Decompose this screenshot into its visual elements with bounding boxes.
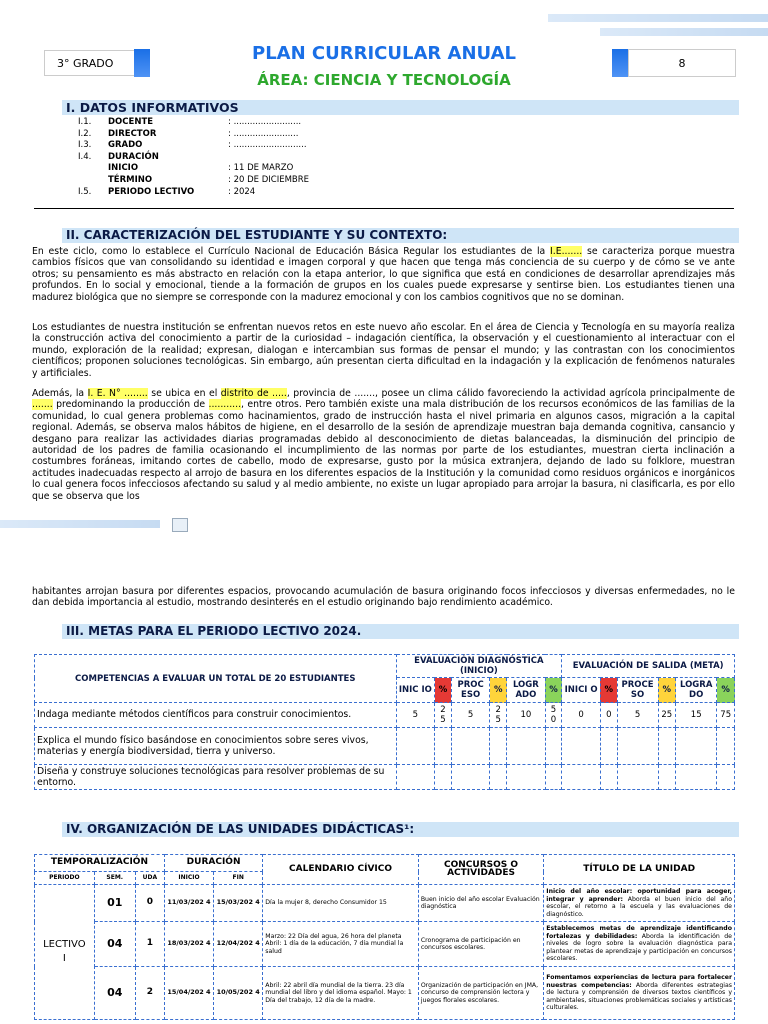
- metas-value: [545, 765, 562, 790]
- metas-value: [490, 765, 507, 790]
- datos-value: : 2024: [228, 186, 256, 197]
- unidad-concursos: Buen inicio del año escolar Evaluación diagnóstica: [418, 885, 543, 922]
- metas-table: [34, 654, 735, 790]
- datos-key: GRADO: [108, 140, 143, 151]
- metas-value: [617, 728, 658, 765]
- unidad-uda: 0: [135, 885, 164, 922]
- section-heading-metas: III. METAS PARA EL PERIODO LECTIVO 2024.: [62, 624, 739, 639]
- datos-value: : ...........................: [228, 140, 307, 151]
- metas-value: [717, 765, 735, 790]
- text: , entre otros. Pero también existe una mala distribución de los recursos económicos de las familias de la comunidad, lo cual genera problemas como hacinamientos, grado de instrucción hasta el nivel primaria en algunos casos, migración a la capital regional. Además, se observa malos hábitos de higiene, en el desarrollo de la sesión de aprendizaje muestran baja demanda cognitiva, cansancio y desgano para realizar las actividades diarias programadas debido al desconocimiento de dietas balanceadas, la disminución del principio de autoridad de los padres de familia ocasionando el incumplimiento de las normas por parte de los estudiantes, muestran cierta inclinación a costumbres foráneas, imitando cortes de cabello, modo de expresarse, gusto por la música extranjera, dejando de lado su folklore, muestran actitudes inadecuadas respecto al arrojo de basura en los diferentes espacios de la Institución y la comunidad como residuos orgánicos e inorgánicos lo cual genera focos infecciosos afectando su salud y al medio ambiente, no existe un lugar apropiado para arrojar la basura, ni clasificarla, es por ello que se observa que los: [32, 399, 736, 502]
- datos-row: [78, 152, 428, 163]
- competencia-cell: Diseña y construye soluciones tecnológicas para resolver problemas de su entorno.: [35, 765, 397, 790]
- highlight: ...........: [208, 399, 242, 411]
- datos-number: I.1.: [78, 117, 92, 127]
- unidad-fin: 12/04/202 4: [214, 922, 263, 967]
- unidad-inicio: 11/03/202 4: [164, 885, 213, 922]
- col-salida: EVALUACIÓN DE SALIDA (META): [562, 655, 735, 678]
- metas-value: [676, 728, 717, 765]
- datos-row: [78, 140, 428, 151]
- datos-key: TÉRMINO: [108, 175, 153, 185]
- unidad-titulo-text: Aborda el buen inicio del año escolar, el retorno a la escuela y las evaluaciones de diagnóstico.: [546, 895, 732, 918]
- divider: [34, 208, 734, 209]
- section-heading-unidades: IV. ORGANIZACIÓN DE LAS UNIDADES DIDÁCTICAS¹:: [62, 822, 739, 837]
- datos-number: I.4.: [78, 151, 92, 162]
- unidad-calendario: Abril: 22 abril día mundial de la tierra. 23 día mundial del libro y del idioma español. Mayo: 1 Día del trabajo, 12 día de la madre.: [263, 967, 419, 1020]
- metas-value: 75: [717, 703, 735, 728]
- competencia-cell: Explica el mundo físico basándose en conocimientos sobre seres vivos, materias y energía biodiversidad, tierra y universo.: [35, 728, 397, 765]
- metas-subheader: INIC IO: [396, 678, 435, 703]
- competencia-cell: Indaga mediante métodos científicos para construir conocimientos.: [35, 703, 397, 728]
- metas-subheader: %: [600, 678, 617, 703]
- unidades-table: [34, 854, 735, 1020]
- metas-value: [658, 728, 675, 765]
- text: predominando la producción de: [52, 399, 209, 411]
- page-break-icon: [172, 518, 188, 532]
- highlight: distrito de .....: [220, 388, 287, 399]
- table-row: [35, 765, 735, 790]
- metas-subheader: %: [435, 678, 452, 703]
- unidad-fin: 10/05/202 4: [214, 967, 263, 1020]
- datos-row: [78, 187, 428, 198]
- datos-key: PERIODO LECTIVO: [108, 186, 195, 197]
- col-concursos: CONCURSOS O ACTIVIDADES: [418, 855, 543, 885]
- unidad-concursos: Cronograma de participación en concursos escolares.: [418, 922, 543, 967]
- page-title: PLAN CURRICULAR ANUAL: [252, 43, 516, 64]
- metas-value: [600, 765, 617, 790]
- unidad-sem: 04: [94, 967, 135, 1020]
- unidad-titulo: [544, 922, 735, 967]
- metas-value: [435, 728, 452, 765]
- paragraph: Los estudiantes de nuestra institución se enfrentan nuevos retos en este nuevo año escolar. En el área de Ciencia y Tecnología en su mayoría realiza la construcción activa del conocimiento a partir de la curiosidad – indagación científica, la observación y el cuestionamiento al interactuar con el mundo, exploración de la realidad; expresan, dialogan e intercambian sus formas de pensar el mundo; y las contrastan con los conocimientos científicos; proponen soluciones tecnológicas. Sin embargo, aún presentan cierta dificultad en la indagación y la explicación de fenómenos naturales y artificiales.: [32, 322, 735, 379]
- col-temporalizacion: TEMPORALIZACIÓN: [35, 855, 165, 872]
- unidad-titulo: [544, 885, 735, 922]
- datos-number: I.2.: [78, 128, 92, 139]
- metas-value: 5: [396, 703, 435, 728]
- metas-subheader: %: [717, 678, 735, 703]
- metas-value: [617, 765, 658, 790]
- col-diagnostica: EVALUACIÓN DIAGNÓSTICA (INICIO): [396, 655, 562, 678]
- text: En este ciclo, como lo establece el Currículo Nacional de Educación Básica Regular los estudiantes de la: [32, 246, 550, 257]
- datos-value: : 11 DE MARZO: [228, 163, 294, 174]
- unidad-inicio: 15/04/202 4: [164, 967, 213, 1020]
- periodo-cell: LECTIVO I: [35, 885, 95, 1020]
- col-calendario: CALENDARIO CÍVICO: [263, 855, 419, 885]
- text: se ubica en el: [147, 388, 221, 399]
- metas-value: [507, 728, 546, 765]
- metas-value: [451, 728, 490, 765]
- metas-value: [451, 765, 490, 790]
- table-row: [35, 885, 735, 922]
- datos-key: DOCENTE: [108, 117, 154, 127]
- datos-row: [78, 163, 428, 174]
- unidad-concursos: Organización de participación en JMA, concurso de comprensión lectora y juegos florales escolares.: [418, 967, 543, 1020]
- text: Además, la: [32, 388, 88, 399]
- decor-bar: [548, 14, 768, 22]
- datos-number: [78, 175, 108, 186]
- datos-key: INICIO: [108, 163, 139, 174]
- unidad-titulo-bold: Establecemos metas de aprendizaje identificando fortalezas y debilidades:: [546, 925, 732, 940]
- unidad-titulo-bold: Inicio del año escolar: oportunidad para acoger, integrar y aprender:: [546, 888, 732, 903]
- metas-value: 0: [600, 703, 617, 728]
- col-duracion: DURACIÓN: [164, 855, 262, 872]
- metas-subheader: %: [658, 678, 675, 703]
- metas-value: [490, 728, 507, 765]
- col-periodo: PERIODO: [35, 872, 95, 885]
- metas-subheader: PROCE SO: [617, 678, 658, 703]
- metas-subheader: %: [490, 678, 507, 703]
- page-subtitle: ÁREA: CIENCIA Y TECNOLOGÍA: [257, 71, 511, 89]
- metas-value: 5 0: [545, 703, 562, 728]
- datos-value: : .........................: [228, 117, 302, 127]
- col-competencias: COMPETENCIAS A EVALUAR UN TOTAL DE 20 ESTUDIANTES: [35, 655, 397, 703]
- metas-value: [562, 765, 601, 790]
- unidad-sem: 01: [94, 885, 135, 922]
- metas-value: [396, 728, 435, 765]
- col-inicio: INICIO: [164, 872, 213, 885]
- datos-row: [78, 117, 428, 128]
- section-heading-caracterizacion: II. CARACTERIZACIÓN DEL ESTUDIANTE Y SU CONTEXTO:: [62, 228, 739, 243]
- unidad-titulo-text: Aborda diferentes estrategias de lectura y comprensión de diversos textos científicos y ambientales, situaciones problemáticas sociales y artísticas culturales.: [546, 981, 732, 1012]
- metas-subheader: %: [545, 678, 562, 703]
- col-fin: FIN: [214, 872, 263, 885]
- datos-number: I.3.: [78, 140, 92, 151]
- unidad-inicio: 18/03/202 4: [164, 922, 213, 967]
- metas-value: 5: [451, 703, 490, 728]
- unidad-uda: 2: [135, 967, 164, 1020]
- metas-subheader: LOGR ADO: [507, 678, 546, 703]
- highlight: .......: [32, 399, 53, 411]
- datos-number: I.5.: [78, 186, 92, 197]
- metas-value: 2 5: [435, 703, 452, 728]
- datos-value: [228, 152, 428, 163]
- datos-key: DIRECTOR: [108, 128, 157, 139]
- datos-row: [78, 129, 428, 140]
- section-heading-datos: I. DATOS INFORMATIVOS: [62, 100, 739, 115]
- metas-value: 0: [562, 703, 601, 728]
- text: se caracteriza porque muestra cambios físicos que van consolidando su identidad e imagen corporal y que hacen que tenga más conciencia de su cuerpo y de cómo se ve ante otros; su pensamiento es más abstracto en relación con la etapa anterior, lo que significa que está en condiciones de desarrollar aprendizajes más profundos. En lo social y emocional, tiende a la formación de grupos en los cuales puede expresarse y sentirse bien. Los estudiantes tienen una madurez biológica que no siempre se corresponde con la madurez emocional y con los cambios cognitivos que no se dominan.: [32, 246, 736, 303]
- col-titulo: TÍTULO DE LA UNIDAD: [544, 855, 735, 885]
- metas-subheader: INICI O: [562, 678, 601, 703]
- unidad-fin: 15/03/202 4: [214, 885, 263, 922]
- datos-row: [78, 175, 428, 186]
- metas-value: 15: [676, 703, 717, 728]
- page-number: 8: [678, 56, 686, 70]
- paragraph: [32, 388, 735, 502]
- metas-subheader: PROC ESO: [451, 678, 490, 703]
- table-row: [35, 967, 735, 1020]
- table-row: [35, 728, 735, 765]
- unidad-calendario: Día la mujer 8, derecho Consumidor 15: [263, 885, 419, 922]
- metas-value: [507, 765, 546, 790]
- highlight: I.E.......: [550, 246, 583, 257]
- unidad-titulo: [544, 967, 735, 1020]
- metas-value: 5: [617, 703, 658, 728]
- datos-value: : 20 DE DICIEMBRE: [228, 175, 310, 185]
- metas-subheader: LOGRA DO: [676, 678, 717, 703]
- unidad-titulo-bold: Fomentamos experiencias de lectura para fortalecer nuestras competencias:: [546, 974, 732, 989]
- metas-value: [600, 728, 617, 765]
- metas-value: 2 5: [490, 703, 507, 728]
- text: , provincia de ......., posee un clima cálido favoreciendo la actividad agrícola principalmente de: [286, 388, 736, 399]
- metas-value: [435, 765, 452, 790]
- unidad-sem: 04: [94, 922, 135, 967]
- decor-bar: [0, 520, 160, 528]
- metas-value: [676, 765, 717, 790]
- col-sem: SEM.: [94, 872, 135, 885]
- highlight: I. E. N° ........: [87, 388, 148, 399]
- decor-bar: [600, 28, 768, 36]
- metas-value: [717, 728, 735, 765]
- paragraph: habitantes arrojan basura por diferentes espacios, provocando acumulación de basura originando focos infecciosos y diversas enfermedades, no le dan debida importancia al estudio, mostrando desinterés en el estudio originando bajo rendimiento académico.: [32, 586, 735, 609]
- metas-value: [562, 728, 601, 765]
- metas-value: [396, 765, 435, 790]
- unidad-uda: 1: [135, 922, 164, 967]
- paragraph: [32, 246, 735, 303]
- table-row: [35, 922, 735, 967]
- grade-label: 3° GRADO: [57, 56, 114, 70]
- datos-key: DURACIÓN: [108, 151, 159, 162]
- unidad-calendario: Marzo: 22 Día del agua, 26 hora del planeta Abril: 1 día de la educación, 7 día mundial la salud: [263, 922, 419, 967]
- col-uda: UDA: [135, 872, 164, 885]
- datos-number: [78, 163, 108, 174]
- unidad-titulo-text: Aborda la identificación de niveles de logro sobre la evaluación diagnóstica para plantear metas de aprendizaje y participación en concursos escolares.: [546, 932, 732, 963]
- datos-value: : ........................: [228, 128, 299, 139]
- table-row: [35, 703, 735, 728]
- metas-value: 25: [658, 703, 675, 728]
- metas-value: 10: [507, 703, 546, 728]
- metas-value: [545, 728, 562, 765]
- metas-value: [658, 765, 675, 790]
